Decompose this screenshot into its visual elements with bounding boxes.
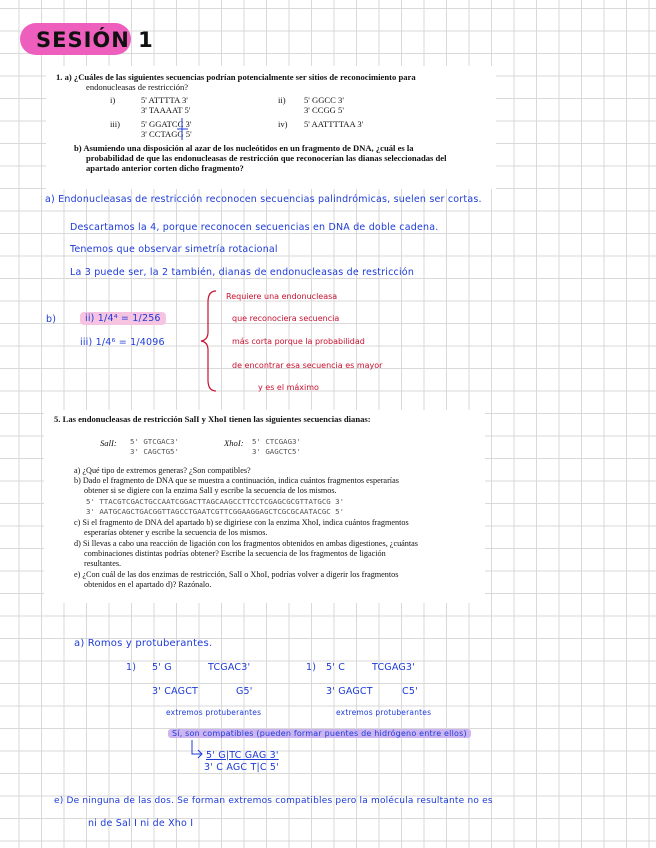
- note-5a-row2-right: 3' GAGCT: [326, 686, 373, 697]
- sal-bottom-strand: 3' CAGCTG5': [130, 447, 179, 456]
- q5-b-line1: b) Dado el fragmento de DNA que se muestra a continuación, indica cuántos fragmentos esperarías: [74, 476, 399, 485]
- xho-bottom-strand: 3' GAGCTC5': [252, 447, 301, 456]
- q5-e-line1: e) ¿Con cuál de las dos enzimas de restricción, SalI o XhoI, podrías volver a digerir los fragmentos: [74, 570, 399, 579]
- q1-option-ii-bottom: 3' CCGG 5': [304, 105, 344, 115]
- q5-e-line2: obtenidos en el apartado d)? Razónalo.: [84, 580, 212, 589]
- note-5a-row1-left: 5' G: [152, 662, 172, 673]
- q1-option-iii-bottom: 3' CCTAGG 5': [141, 129, 192, 139]
- question-5-sheet: [44, 410, 485, 603]
- note-5a-head: a) Romos y protuberantes.: [74, 638, 213, 649]
- note-side-line1: Requiere una endonucleasa: [226, 292, 338, 301]
- q1-part-b-line2: probabilidad de que las endonucleasas de restricción que reconocerían las dianas seleccionadas del: [86, 153, 447, 163]
- q1-option-iv-label: iv): [278, 119, 288, 129]
- note-5a-row2-mid: G5': [236, 686, 253, 697]
- note-1a-line4: La 3 puede ser, la 2 también, dianas de endonucleasas de restricción: [70, 267, 415, 278]
- note-side-line2: que reconociera secuencia: [232, 314, 340, 323]
- q1-part-b-line3: apartado anterior corten dicho fragmento?: [86, 163, 244, 173]
- note-1b-answer-ii: ii) 1/4⁴ = 1/256: [80, 312, 166, 325]
- arrow-mark: [188, 738, 206, 760]
- ligation-top: 5' G|TC GAG 3': [206, 750, 279, 761]
- page-title: SESIÓN 1: [36, 28, 154, 52]
- q1-option-i-bottom: 3' TAAAAT 5': [141, 105, 191, 115]
- q1-lead: 1. a) ¿Cuáles de las siguientes secuencias podrían potencialmente ser sitios de reconocimiento para: [56, 72, 416, 82]
- note-1b-answer-iii: iii) 1/4⁶ = 1/4096: [80, 337, 165, 348]
- note-5e-line2: ni de Sal I ni de Xho I: [88, 818, 194, 829]
- note-compatible: Sí, son compatibles (pueden formar puentes de hidrógeno entre ellos): [168, 729, 471, 738]
- note-ext-right: extremos protuberantes: [336, 708, 432, 717]
- q5-d-line3: resultantes.: [84, 559, 122, 568]
- note-5e-line1: e) De ninguna de las dos. Se forman extremos compatibles pero la molécula resultante no es: [54, 796, 493, 806]
- note-5a-row1-right2: TCGAG3': [372, 662, 415, 673]
- note-5a-row1-num2: 1): [306, 662, 317, 673]
- q5-b-line2: obtener si se digiere con la enzima SalI y escribe la secuencia de los mismos.: [84, 486, 337, 495]
- note-5a-row1-mid: TCGAC3': [208, 662, 251, 673]
- q1-option-iv-top: 5' AATTTTAA 3': [304, 119, 364, 129]
- sal-label: SalI:: [100, 438, 117, 448]
- note-5a-row2-left: 3' CAGCT: [152, 686, 199, 697]
- q1-lead-cont: endonucleasas de restricción?: [86, 82, 189, 92]
- symmetry-axis-mark: [174, 116, 194, 142]
- q5-d-line2: combinaciones distintas podrías obtener? Escribe la secuencia de los fragmentos de ligación: [84, 549, 386, 558]
- dna-strand-bottom: 3' AATGCAGCTGACGGTTAGCCTGAATCGTTCGGAAGGAGCTCGCGCAATACGC 5': [86, 507, 345, 516]
- note-ext-left: extremos protuberantes: [166, 708, 262, 717]
- note-1b-label: b): [46, 314, 57, 325]
- q5-a: a) ¿Qué tipo de extremos generas? ¿Son compatibles?: [74, 466, 251, 475]
- q5-c-line2: esperarías obtener y escribe la secuencia de los mismos.: [84, 528, 268, 537]
- q1-option-ii-top: 5' GGCC 3': [304, 95, 344, 105]
- q1-part-b-line1: b) Asumiendo una disposición al azar de los nucleótidos en un fragmento de DNA, ¿cuál es la: [74, 143, 414, 153]
- sal-top-strand: 5' GTCGAC3': [130, 437, 179, 446]
- note-side-line5: y es el máximo: [258, 383, 319, 392]
- q5-d-line1: d) Si llevas a cabo una reacción de ligación con los fragmentos obtenidos en ambas digestiones, ¿cuántas: [74, 539, 418, 548]
- note-side-line3: más corta porque la probabilidad: [232, 337, 365, 346]
- note-5a-row1-right: 5' C: [326, 662, 346, 673]
- q5-lead: 5. Las endonucleasas de restricción SalI y XhoI tienen las siguientes secuencias dianas:: [54, 414, 371, 424]
- red-brace: [198, 288, 220, 394]
- note-1a-line1: a) Endonucleasas de restricción reconocen secuencias palindrómicas, suelen ser cortas.: [45, 194, 482, 205]
- q1-option-iii-top: 5' GGATCC 3': [141, 119, 192, 129]
- q1-option-iii-label: iii): [110, 119, 121, 129]
- q1-option-i-top: 5' ATTTTA 3': [141, 95, 188, 105]
- xho-top-strand: 5' CTCGAG3': [252, 437, 301, 446]
- note-1a-line3: Tenemos que observar simetría rotacional: [70, 244, 278, 255]
- xho-label: XhoI:: [224, 438, 244, 448]
- q1-option-ii-label: ii): [278, 95, 286, 105]
- dna-strand-top: 5' TTACGTCGACTGCCAATCGGACTTAGCAAGCCTTCCTCGAGCGCGTTATGCG 3': [86, 497, 345, 506]
- note-1a-line2: Descartamos la 4, porque reconocen secuencias en DNA de doble cadena.: [70, 222, 439, 233]
- question-1-sheet: [46, 66, 496, 189]
- ligation-bottom: 3' C AGC T|C 5': [204, 762, 279, 773]
- note-5a-row1-num: 1): [126, 662, 137, 673]
- q5-c-line1: c) Si el fragmento de DNA del apartado b) se digiriese con la enzima XhoI, indica cuántos fragmentos: [74, 518, 409, 527]
- q1-option-i-label: i): [110, 95, 116, 105]
- note-side-line4: de encontrar esa secuencia es mayor: [232, 361, 383, 370]
- note-5a-row2-right2: C5': [402, 686, 418, 697]
